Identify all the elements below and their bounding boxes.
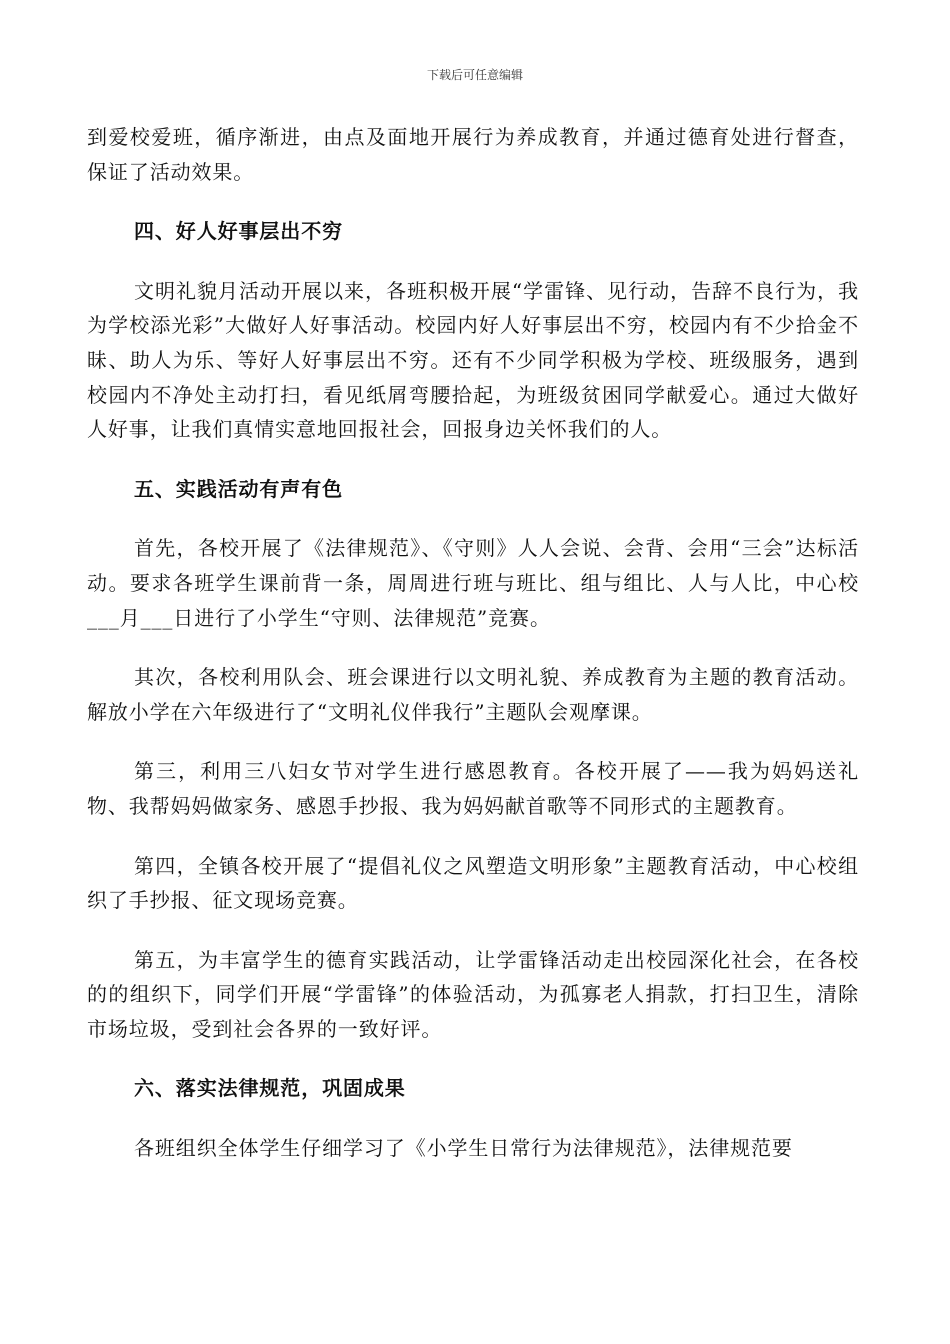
- section-heading-six: 六、落实法律规范，巩固成果: [134, 1076, 406, 1101]
- paragraph: 其次，各校利用队会、班会课进行以文明礼貌、养成教育为主题的教育活动。解放小学在六年级进行了“文明礼仪伴我行”主题队会观摩课。: [87, 665, 859, 724]
- section-heading-four: 四、好人好事层出不穷: [134, 219, 343, 244]
- paragraph: 文明礼貌月活动开展以来，各班积极开展“学雷锋、见行动，告辞不良行为，我为学校添光彩”大做好人好事活动。校园内好人好事层出不穷，校园内有不少拾金不昧、助人为乐、等好人好事层出不穷。还有不少同学积极为学校、班级服务，遇到校园内不净处主动打扫，看见纸屑弯腰拾起，为班级贫困同学献爱心。通过大做好人好事，让我们真情实意地回报社会，回报身边关怀我们的人。: [87, 278, 859, 442]
- paragraph: 第五，为丰富学生的德育实践活动，让学雷锋活动走出校园深化社会，在各校的的组织下，同学们开展“学雷锋”的体验活动，为孤寡老人捐款，打扫卫生，清除市场垃圾，受到社会各界的一致好评。: [87, 947, 859, 1041]
- paragraph: 第四，全镇各校开展了“提倡礼仪之风塑造文明形象”主题教育活动，中心校组织了手抄报、征文现场竞赛。: [87, 853, 859, 913]
- header-note: 下载后可任意编辑: [426, 68, 523, 82]
- paragraph: 各班组织全体学生仔细学习了《小学生日常行为法律规范》，法律规范要: [134, 1136, 793, 1161]
- document-body: [87, 120, 859, 1191]
- paragraph: 第三，利用三八妇女节对学生进行感恩教育。各校开展了——我为妈妈送礼物、我帮妈妈做家务、感恩手抄报、我为妈妈献首歌等不同形式的主题教育。: [87, 759, 859, 818]
- paragraph: 首先，各校开展了《法律规范》、《守则》人人会说、会背、会用“三会”达标活动。要求各班学生课前背一条，周周进行班与班比、组与组比、人与人比，中心校___月___日进行了小学生“守则、法律规范”竞赛。: [87, 536, 859, 630]
- section-heading-five: 五、实践活动有声有色: [134, 476, 343, 501]
- paragraph-continuation: 到爱校爱班，循序渐进，由点及面地开展行为养成教育，并通过德育处进行督查，保证了活动效果。: [87, 125, 859, 184]
